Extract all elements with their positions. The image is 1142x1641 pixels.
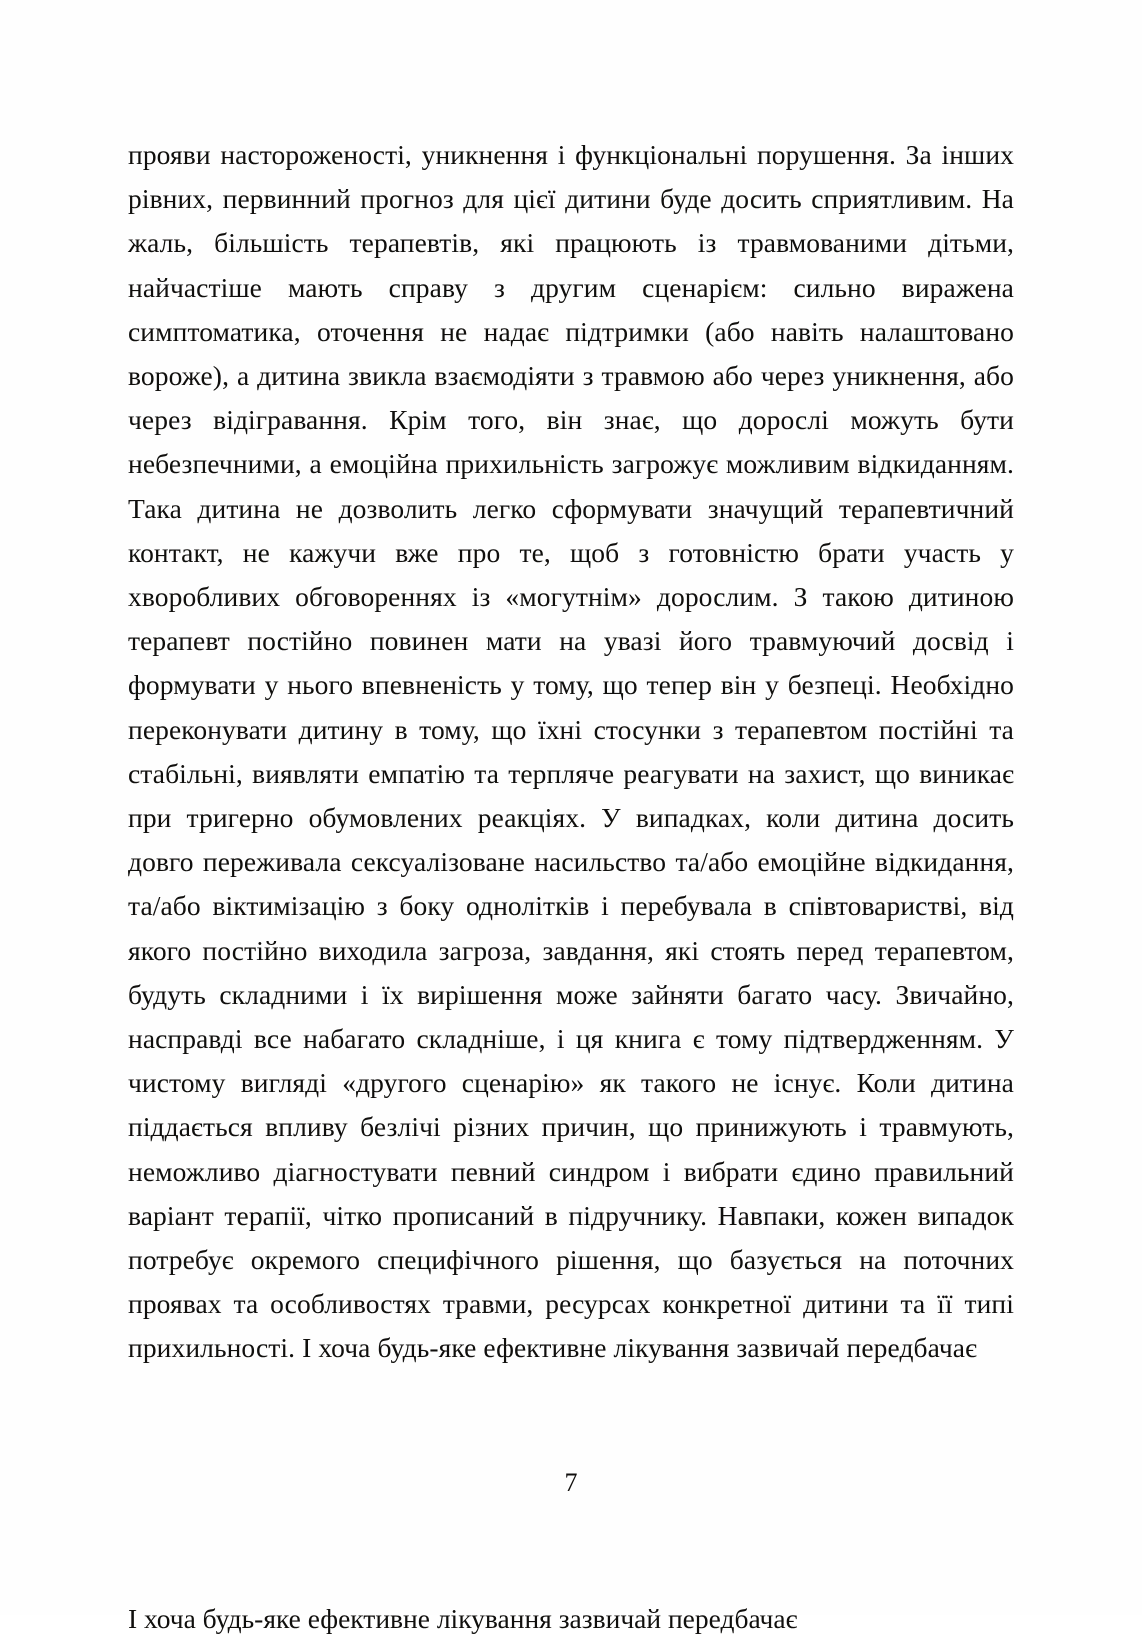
body-paragraph: прояви настороженості, уникнення і функціональні порушення. За інших рівних, первинний прогноз для цієї дитини буде досить сприятливим. На жаль, більшість терапевтів, які працюють із травмованими дітьми, найчастіше мають справу з другим сценарієм: сильно виражена симптоматика, оточення не надає підтримки (або навіть налаштовано вороже), а дитина звикла взаємодіяти з травмою або через уникнення, або через відігравання. Крім того, він знає, що дорослі можуть бути небезпечними, а емоційна прихильність загрожує можливим відкиданням. Така дитина не дозволить легко сформувати значущий терапевтичний контакт, не кажучи вже про те, щоб з готовністю брати участь у хворобливих обговореннях із «могутнім» дорослим. З такою дитиною терапевт постійно повинен мати на увазі його травмуючий досвід і формувати у нього впевненість у тому, що тепер він у безпеці. Необхідно переконувати дитину в тому, що їхні стосунки з терапевтом постійні та стабільні, виявляти емпатію та терпляче реагувати на захист, що виникає при тригерно обумовлених реакціях. У випадках, коли дитина досить довго переживала сексуалізоване насильство та/або емоційне відкидання, та/або віктимізацію з боку однолітків і перебувала в співтовариствi, від якого постійно виходила загроза, завдання, які стоять перед терапевтом, будуть складними і їх вирішення може зайняти багато часу. Звичайно, насправді все набагато складніше, і ця книга є тому підтвердженням. У чистому вигляді «другого сценарію» як такого не існує. Коли дитина піддається впливу безлічі різних причин, що принижують і травмують, неможливо діагностувати певний синдром і вибрати єдино правильний варіант терапії, чітко прописаний в підручнику. Навпаки, кожен випадок потребує окремого специфічного рішення, що базується на поточних проявах та особливостях травми, ресурсах конкретної дитини та її типі прихильності. І хоча будь-яке ефективне лікування зазвичай передбачає (128, 139, 1014, 1364)
page-number: 7 (564, 1468, 578, 1497)
page-body-text (128, 133, 1014, 1371)
page-bottom-text-fragment: І хоча будь-яке ефективне лікування зазвичай передбачає (128, 1603, 798, 1634)
